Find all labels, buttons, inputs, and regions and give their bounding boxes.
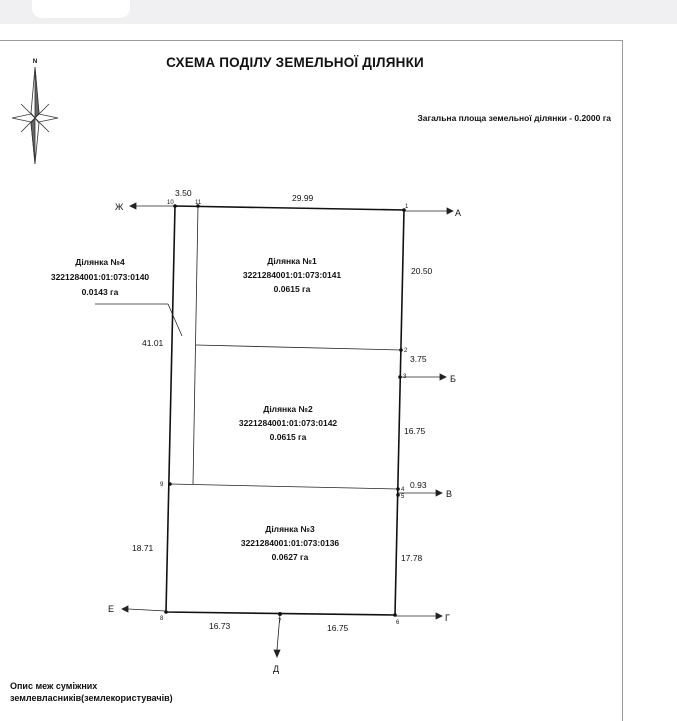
point-label: 7: [278, 619, 282, 625]
parcel-4-area: 0.0143 га: [81, 287, 119, 297]
direction-v: В: [446, 489, 453, 499]
dim-top: 29.99: [292, 193, 314, 203]
parcel-2-cadastre: 3221284001:01:073:0142: [238, 418, 338, 428]
direction-g: Г: [445, 613, 450, 623]
arrow-d-icon: [274, 650, 280, 657]
parcel-4-name: Ділянка №4: [75, 257, 125, 267]
vertex-3: [398, 375, 402, 379]
parcel-4-cadastre: 3221284001:01:073:0140: [50, 272, 150, 282]
parcel-1-cadastre: 3221284001:01:073:0141: [242, 270, 342, 280]
vertex-5: [396, 493, 400, 497]
division-line-2: [170, 484, 398, 489]
vertex-4: [396, 487, 400, 491]
leader-line-diag: [168, 304, 182, 336]
page-title: СХЕМА ПОДІЛУ ЗЕМЕЛЬНОЇ ДІЛЯНКИ: [166, 55, 424, 70]
vertex-10: [173, 204, 177, 208]
point-label: 6: [396, 620, 400, 626]
adjacent-desc-line-1: Опис меж суміжних: [10, 681, 98, 691]
dim-bottom-right: 16.75: [327, 623, 349, 633]
arrow-a-icon: [447, 208, 453, 214]
parcel-3-cadastre: 3221284001:01:073:0136: [240, 538, 340, 548]
point-label: 11: [195, 200, 202, 206]
dim-right-3: 16.75: [404, 426, 426, 436]
arrow-zh-icon: [130, 203, 136, 209]
dim-left-upper: 41.01: [142, 338, 164, 348]
vertex-7: [278, 612, 282, 616]
dim-top-left: 3.50: [175, 188, 192, 198]
vertex-2: [399, 348, 403, 352]
arrow-v-icon: [436, 490, 442, 496]
adjacent-desc-line-2: землевласників(землекористувачів): [10, 693, 173, 703]
point-label: 1: [405, 204, 409, 210]
vertex-8: [164, 610, 168, 614]
division-line-1: [196, 345, 401, 350]
arrow-b-icon: [440, 374, 446, 380]
point-label: 8: [160, 616, 164, 622]
point-label: 4: [401, 487, 405, 493]
parcel-3-area: 0.0627 га: [271, 552, 309, 562]
total-area-label: Загальна площа земельної ділянки - 0.2000 га: [417, 113, 611, 123]
direction-a: А: [455, 208, 462, 218]
dim-right-5: 17.78: [401, 553, 423, 563]
adjacent-owners-heading: [10, 680, 173, 704]
dim-right-4: 0.93: [410, 480, 427, 490]
point-label: 5: [401, 494, 405, 500]
vertex-6: [393, 613, 397, 617]
parcel-3-name: Ділянка №3: [265, 524, 315, 534]
direction-e: Е: [108, 604, 115, 614]
arrow-e-icon: [122, 606, 128, 612]
parcel-1-area: 0.0615 га: [273, 284, 311, 294]
dim-right-2: 3.75: [410, 354, 427, 364]
point-label: 10: [167, 200, 174, 206]
parcel-1-name: Ділянка №1: [267, 256, 317, 266]
point-label: 2: [404, 348, 408, 354]
arrow-g-icon: [436, 613, 442, 619]
dim-bottom-left: 16.73: [209, 621, 231, 631]
parcel-2-area: 0.0615 га: [269, 432, 307, 442]
parcel-2-name: Ділянка №2: [263, 404, 313, 414]
north-label: N: [32, 59, 38, 65]
point-label: 3: [403, 374, 407, 380]
point-label: 9: [160, 482, 164, 488]
north-arrow-icon: [12, 67, 58, 164]
direction-zh: Ж: [115, 202, 124, 212]
vertex-9: [168, 482, 172, 486]
direction-d: Д: [273, 664, 280, 674]
dim-right-1: 20.50: [411, 266, 433, 276]
direction-b: Б: [450, 374, 456, 384]
dim-left-lower: 18.71: [132, 543, 154, 553]
